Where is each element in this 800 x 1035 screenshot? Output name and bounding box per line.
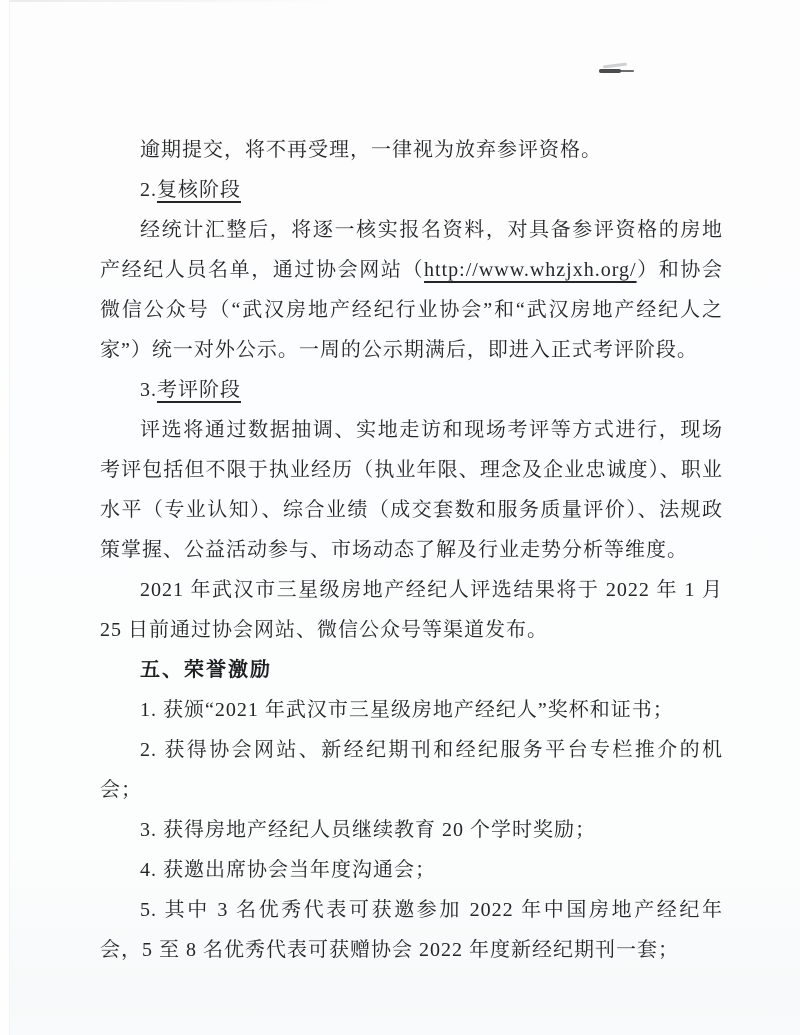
paragraph <box>100 370 723 410</box>
link-url[interactable]: http://www.whzjxh.org/ <box>424 259 637 281</box>
paragraph <box>100 210 723 370</box>
text-run: 五、荣誉激励 <box>140 659 272 681</box>
text-run: 3. 获得房地产经纪人员继续教育 20 个学时奖励； <box>140 819 596 841</box>
document-body <box>100 130 723 970</box>
text-run: 经统计汇整后，将逐一核实报名资料，对具备参评资格的房地产经纪人员名单，通过协会网站（ <box>100 219 723 281</box>
ink-smudge-artifact <box>597 62 631 78</box>
scan-edge-left <box>0 0 10 1035</box>
underlined-term: 考评阶段 <box>157 379 241 401</box>
text-run: 5. 其中 3 名优秀代表可获邀参加 2022 年中国房地产经纪年会，5 至 8 名优秀代表可获赠协会 2022 年度新经纪期刊一套； <box>100 899 723 961</box>
paragraph <box>100 570 723 650</box>
paragraph <box>100 130 723 170</box>
scan-edge-top <box>0 0 340 2</box>
smudge-streak-dark <box>599 69 621 73</box>
section-heading <box>100 650 723 690</box>
text-run: 1. 获颁“2021 年武汉市三星级房地产经纪人”奖杯和证书； <box>140 699 674 721</box>
paragraph <box>100 410 723 570</box>
smudge-streak-light <box>603 63 627 69</box>
paragraph <box>100 170 723 210</box>
text-run: 评选将通过数据抽调、实地走访和现场考评等方式进行，现场考评包括但不限于执业经历（执业年限、理念及企业忠诚度）、职业水平（专业认知）、综合业绩（成交套数和服务质量评价）、法规政策掌握、公益活动参与、市场动态了解及行业走势分析等维度。 <box>100 419 723 561</box>
text-run: 2021 年武汉市三星级房地产经纪人评选结果将于 2022 年 1 月 25 日前通过协会网站、微信公众号等渠道发布。 <box>100 579 723 641</box>
paragraph <box>100 850 723 890</box>
text-run: 2. <box>140 179 157 201</box>
text-run: 4. 获邀出席协会当年度沟通会； <box>140 859 436 881</box>
text-run: ）和协会微信公众号（“武汉房地产经纪行业协会”和“武汉房地产经纪人之家”）统一对外公示。一周的公示期满后，即进入正式考评阶段。 <box>100 259 724 361</box>
text-run: 3. <box>140 379 157 401</box>
paragraph <box>100 890 723 970</box>
text-run: 逾期提交，将不再受理，一律视为放弃参评资格。 <box>140 139 602 161</box>
paragraph <box>100 810 723 850</box>
text-run: 2. 获得协会网站、新经纪期刊和经纪服务平台专栏推介的机会； <box>100 739 723 801</box>
paragraph <box>100 730 723 810</box>
paragraph <box>100 690 723 730</box>
underlined-term: 复核阶段 <box>157 179 241 201</box>
